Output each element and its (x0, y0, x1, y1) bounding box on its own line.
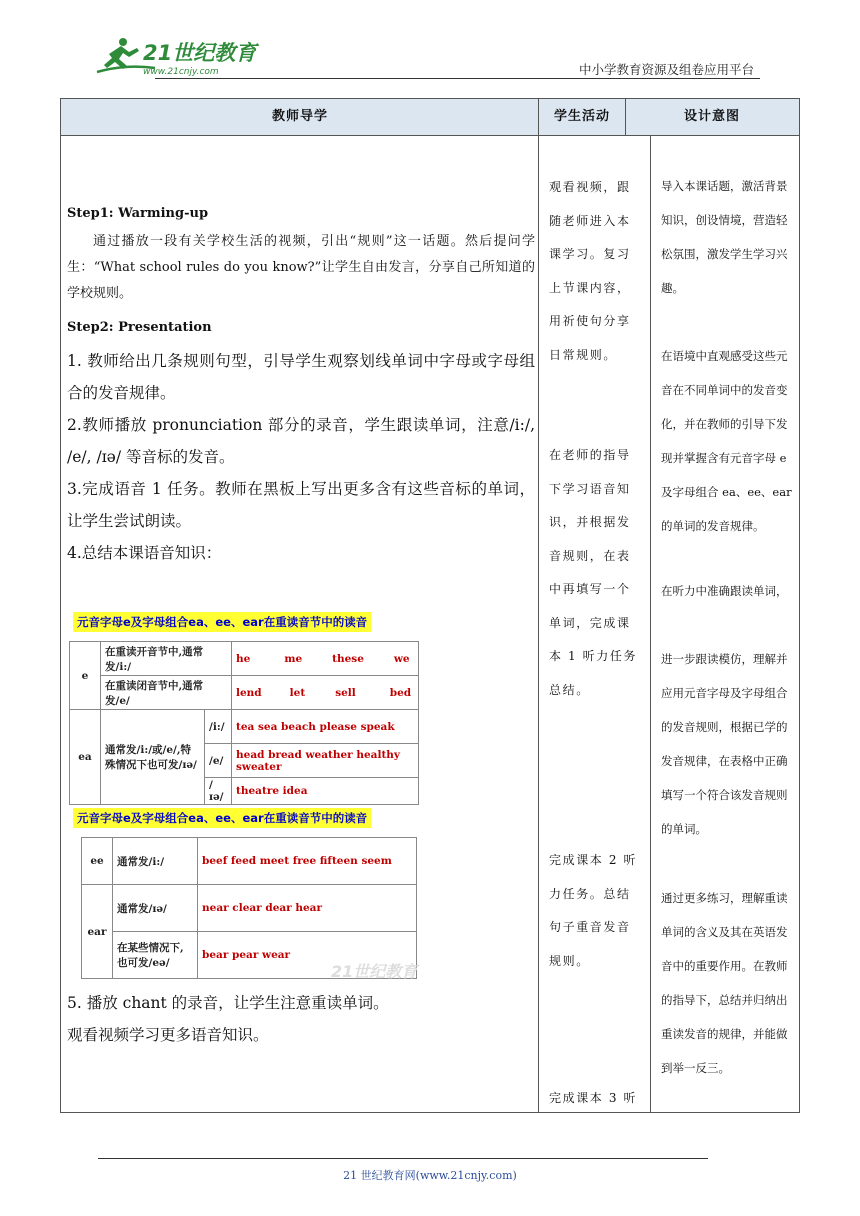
phonics-ear-rule-2: 在某些情况下,也可发/eə/ (113, 932, 198, 979)
phonics-ea-i-sound: /i:/ (205, 710, 232, 744)
step2-item6: 观看视频学习更多语音知识。 (67, 1026, 269, 1044)
phonics-e-label: e (70, 642, 101, 710)
phonics-table-1 (69, 641, 419, 805)
design-intent-5: 通过更多练习，理解重读单词的含义及其在英语发音中的重要作用。在教师的指导下，总结并归纳出重读发音的规律，并能做到举一反三。 (661, 891, 788, 1075)
step1-title: Step1: Warming-up (67, 206, 209, 221)
phonics-e-open-words: he me these we (232, 642, 419, 676)
phonics-ee-label: ee (82, 838, 113, 885)
phonics-ea-rule: 通常发/i:/或/e/,特殊情况下也可发/ɪə/ (101, 710, 205, 805)
student-activity-1: 观看视频，跟随老师进入本课学习。复习上节课内容，用祈使句分享日常规则。 (549, 180, 631, 362)
step2-item1: 1. 教师给出几条规则句型，引导学生观察划线单词中字母或字母组合的发音规律。 (67, 352, 535, 402)
phonics-ee-words: beef feed meet free fifteen seem (198, 838, 417, 885)
step2-item2: 2.教师播放 pronunciation 部分的录音，学生跟读单词，注意/i:/, /e/, /ɪə/ 等音标的发音。 (67, 416, 535, 466)
phonics-ee-rule: 通常发/i:/ (113, 838, 198, 885)
design-intent-1: 导入本课话题，激活背景知识，创设情境，营造轻松氛围，激发学生学习兴趣。 (661, 179, 788, 295)
design-intent-2: 在语境中直观感受这些元音在不同单词中的发音变化，并在教师的引导下发现并掌握含有元音字母 e 及字母组合 ea、ee、ear 的单词的发音规律。 (661, 349, 792, 533)
step2-item4: 4.总结本课语音知识： (67, 544, 222, 562)
lesson-plan-table (60, 98, 800, 1113)
step2-title: Step2: Presentation (67, 320, 212, 335)
phonics-ear-words-2: bear pear wear (198, 932, 417, 979)
header-teacher: 教师导学 (271, 109, 328, 124)
student-activity-2: 在老师的指导下学习语音知识，并根据发音规则，在表中再填写一个单词，完成课本 1 听力任务总结。 (549, 448, 638, 697)
page-header (95, 30, 760, 80)
phonics-ea-i-words: tea sea beach please speak (232, 710, 419, 744)
phonics-ea-ie-words: theatre idea (232, 778, 419, 805)
design-intent-3: 在听力中准确跟读单词， (661, 584, 788, 598)
header-divider-2 (625, 99, 626, 135)
student-activity-3: 完成课本 2 听力任务。总结句子重音发音规则。 (549, 853, 638, 968)
phonics-e-closed-rule: 在重读闭音节中,通常发/e/ (101, 676, 232, 710)
phonics-e-open-rule: 在重读开音节中,通常发/i:/ (101, 642, 232, 676)
column-divider-2 (650, 135, 651, 1112)
phonics-ear-words-1: near clear dear hear (198, 885, 417, 932)
step2-item5: 5. 播放 chant 的录音，让学生注意重读单词。 (67, 994, 389, 1012)
phonics-ea-e-words: head bread weather healthy sweater (232, 744, 419, 778)
teacher-guide-column (67, 199, 535, 569)
phonics-e-closed-words: lend let sell bed (232, 676, 419, 710)
site-logo (95, 34, 265, 78)
student-activity-4: 完成课本 3 听 (549, 1091, 638, 1105)
step2-item3: 3.完成语音 1 任务。教师在黑板上写出更多含有这些音标的单词，让学生尝试朗读。 (67, 480, 535, 530)
phonics-banner-1: 元音字母e及字母组合ea、ee、ear在重读音节中的读音 (73, 612, 371, 632)
footer-divider (98, 1158, 708, 1159)
phonics-ear-rule-1: 通常发/ɪə/ (113, 885, 198, 932)
column-divider-1 (538, 99, 539, 1112)
logo-url: www.21cnjy.com (143, 67, 219, 77)
logo-text: 21世纪教育 (143, 41, 257, 65)
footer-text[interactable]: 21 世纪教育网(www.21cnjy.com) (343, 1169, 517, 1182)
phonics-ea-e-sound: /e/ (205, 744, 232, 778)
table-header-row (61, 99, 799, 136)
watermark: 21世纪教育 (331, 962, 418, 981)
design-intent-4: 进一步跟读模仿，理解并应用元音字母及字母组合的发音规则，根据已学的发音规律，在表格中正确填写一个符合该发音规则的单词。 (661, 652, 788, 836)
step1-text: 通过播放一段有关学校生活的视频，引出“规则”这一话题。然后提问学生：“What school rules do you know?”让学生自由发言，分享自己所知道的学校规则。 (67, 234, 535, 301)
header-student: 学生活动 (553, 109, 610, 124)
phonics-ea-label: ea (70, 710, 101, 805)
phonics-banner-2: 元音字母e及字母组合ea、ee、ear在重读音节中的读音 (73, 808, 371, 828)
phonics-ear-label: ear (82, 885, 113, 979)
header-divider (155, 78, 760, 79)
phonics-table-2 (81, 837, 417, 979)
phonics-ea-ie-sound: /ɪə/ (205, 778, 232, 805)
header-design: 设计意图 (683, 109, 740, 124)
platform-name: 中小学教育资源及组卷应用平台 (578, 62, 754, 77)
